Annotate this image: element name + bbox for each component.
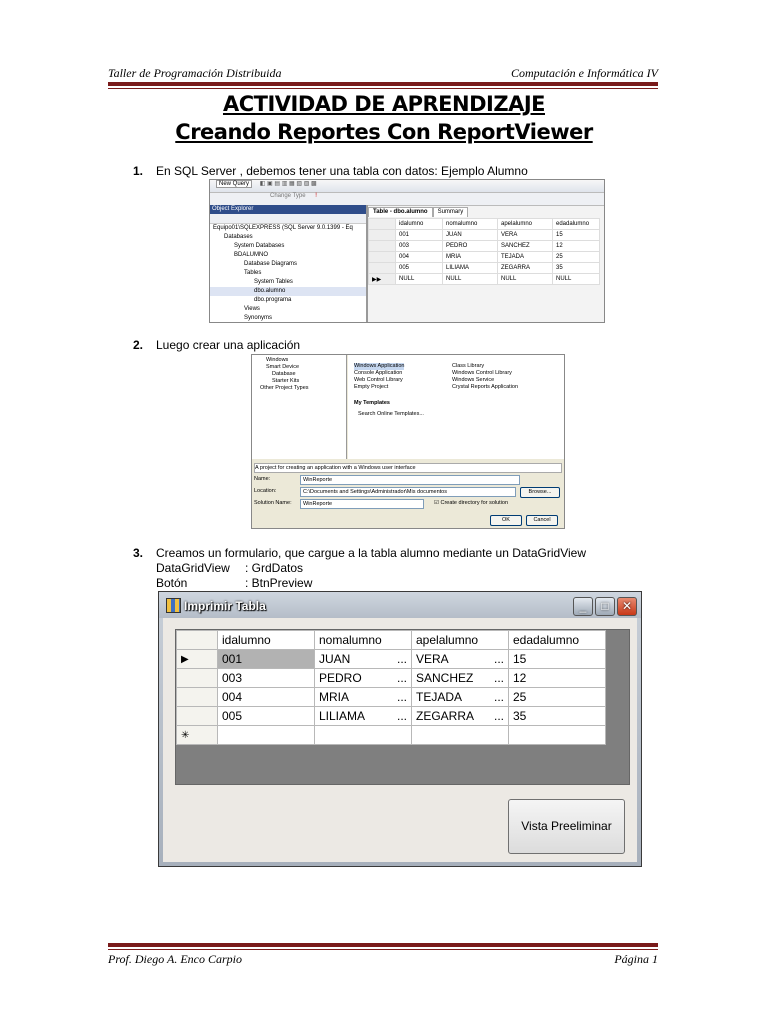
solution-row: [254, 499, 560, 509]
cell[interactable]: MRIA: [443, 252, 498, 263]
imprimir-tabla-window: [158, 591, 642, 867]
search-online-templates[interactable]: Search Online Templates...: [358, 411, 424, 417]
location-input[interactable]: C:\Documents and Settings\Administrador\Mis documentos: [300, 487, 516, 497]
window-titlebar: [159, 592, 641, 618]
table-row: [177, 688, 606, 707]
page-title: ACTIVIDAD DE APRENDIZAJE: [222, 92, 545, 116]
cell[interactable]: 15: [553, 230, 600, 241]
ssms-screenshot: [209, 179, 605, 323]
column-header[interactable]: edadalumno: [513, 633, 580, 647]
cell[interactable]: VERA ...: [416, 652, 504, 666]
cell[interactable]: NULL: [443, 274, 498, 285]
cell[interactable]: ZEGARRA: [498, 263, 553, 274]
ok-button[interactable]: OK: [490, 515, 522, 526]
table-header: [369, 219, 600, 230]
new-row: [177, 726, 606, 745]
object-explorer: [210, 205, 368, 322]
tree-item[interactable]: Other Project Types: [260, 385, 309, 391]
template-item[interactable]: Console Application: [354, 370, 403, 376]
tab-summary[interactable]: Summary: [433, 207, 469, 217]
template-item[interactable]: Web Control Library: [354, 377, 403, 383]
cell[interactable]: 35: [513, 709, 527, 723]
cell[interactable]: 25: [553, 252, 600, 263]
cell[interactable]: 001: [396, 230, 443, 241]
tree-item[interactable]: Database Diagrams: [244, 261, 298, 267]
tree-item[interactable]: Synonyms: [244, 315, 273, 321]
template-item[interactable]: Windows Service: [452, 377, 495, 383]
grid-table: [176, 630, 606, 745]
tree-item[interactable]: Equipo01\SQLEXPRESS (SQL Server 9.0.1399 - Eq: [213, 225, 353, 231]
tree-item[interactable]: dbo.programa: [254, 297, 292, 303]
step-2-text: Luego crear una aplicación: [156, 338, 301, 352]
cell[interactable]: 12: [553, 241, 600, 252]
solution-label: Solution Name:: [254, 500, 292, 506]
new-project-dialog: [251, 354, 565, 529]
object-explorer-tree: [210, 224, 366, 323]
step-3-line-1-value: : GrdDatos: [245, 561, 304, 575]
footer-left: Prof. Diego A. Enco Carpio: [108, 952, 242, 966]
change-type-button[interactable]: Change Type: [270, 193, 306, 199]
footer-rule: [108, 943, 658, 947]
current-row-icon[interactable]: ▶: [177, 650, 218, 669]
cell[interactable]: TEJADA ...: [416, 690, 504, 704]
tree-item[interactable]: System Tables: [254, 279, 293, 285]
cell[interactable]: 003: [396, 241, 443, 252]
step-3-line-2-value: : BtnPreview: [245, 576, 313, 590]
tree-item[interactable]: Databases: [224, 234, 253, 240]
column-header: nomalumno: [443, 219, 498, 230]
grd-datos[interactable]: [175, 629, 630, 785]
tree-item[interactable]: dbo.alumno: [210, 287, 366, 296]
step-3-line-1-label: DataGridView: [156, 561, 230, 575]
cell[interactable]: 001: [222, 652, 243, 666]
cell[interactable]: 003: [222, 671, 243, 685]
new-row-icon[interactable]: ✳: [177, 726, 218, 745]
ssms-table: [368, 218, 600, 285]
cell[interactable]: NULL: [396, 274, 443, 285]
column-header: idalumno: [396, 219, 443, 230]
project-description: A project for creating an application with a Windows user interface: [254, 463, 562, 473]
cell[interactable]: VERA: [498, 230, 553, 241]
browse-button[interactable]: Browse...: [520, 487, 560, 498]
cell[interactable]: ZEGARRA ...: [416, 709, 504, 723]
cell[interactable]: LILIAMA ...: [319, 709, 407, 723]
header-right: Computación e Informática IV: [511, 66, 658, 80]
step-1-number: 1.: [133, 164, 144, 178]
cell[interactable]: 12: [513, 671, 527, 685]
table-row: [369, 252, 600, 263]
table-row: [177, 707, 606, 726]
ssms-toolbar: New Query ◧ ▣ ▤ ▥ ▦ ▧ ▨ ▩: [210, 180, 604, 193]
cell[interactable]: JUAN ...: [319, 652, 407, 666]
btn-preview[interactable]: Vista Preeliminar: [508, 799, 625, 854]
my-templates-heading: My Templates: [354, 400, 390, 406]
cell[interactable]: JUAN: [443, 230, 498, 241]
templates-panel: [348, 355, 564, 459]
column-header[interactable]: apelalumno: [416, 633, 479, 647]
project-types-tree: [252, 355, 347, 459]
create-directory-label: Create directory for solution: [440, 500, 509, 506]
tree-item[interactable]: System Databases: [234, 243, 285, 249]
page-subtitle: Creando Reportes Con ReportViewer: [175, 120, 593, 144]
cell[interactable]: 15: [513, 652, 527, 666]
footer-rule-thin: [108, 949, 658, 950]
solution-input[interactable]: WinReporte: [300, 499, 424, 509]
column-header[interactable]: nomalumno: [319, 633, 382, 647]
ssms-toolbar-2: Change Type !: [210, 193, 604, 206]
table-row: [177, 669, 606, 688]
cell[interactable]: 35: [553, 263, 600, 274]
tree-item[interactable]: Database: [272, 371, 296, 377]
template-item[interactable]: Windows Application: [354, 363, 405, 369]
cell[interactable]: NULL: [498, 274, 553, 285]
template-item[interactable]: Class Library: [452, 363, 485, 369]
app-icon: [166, 598, 181, 613]
header-rule: [108, 82, 658, 86]
close-icon[interactable]: ✕: [617, 597, 637, 616]
location-row: [254, 487, 560, 497]
window-title: Imprimir Tabla: [184, 599, 266, 613]
step-1-text: En SQL Server , debemos tener una tabla con datos: Ejemplo Alumno: [156, 164, 528, 178]
table-row: [369, 230, 600, 241]
window-client: [163, 618, 637, 862]
tree-item[interactable]: Views: [244, 306, 260, 312]
new-query-button[interactable]: New Query: [216, 180, 252, 188]
tree-item[interactable]: Windows: [266, 357, 289, 363]
column-header: edadalumno: [553, 219, 600, 230]
cell[interactable]: SANCHEZ ...: [416, 671, 504, 685]
cell[interactable]: MRIA ...: [319, 690, 407, 704]
cell[interactable]: 005: [222, 709, 243, 723]
create-directory-checkbox[interactable]: ☑ Create directory for solution: [434, 500, 509, 506]
cell[interactable]: 004: [396, 252, 443, 263]
cell[interactable]: 004: [222, 690, 243, 704]
table-row: [177, 650, 606, 669]
cell[interactable]: PEDRO: [443, 241, 498, 252]
cell[interactable]: LILIAMA: [443, 263, 498, 274]
step-3-number: 3.: [133, 546, 144, 560]
header-rule-thin: [108, 88, 658, 89]
cell[interactable]: PEDRO ...: [319, 671, 407, 685]
column-header: apelalumno: [498, 219, 553, 230]
maximize-icon[interactable]: □: [595, 597, 615, 616]
minimize-icon[interactable]: _: [573, 597, 593, 616]
ssms-tabs: [368, 207, 604, 217]
table-row: [369, 263, 600, 274]
template-item[interactable]: Empty Project: [354, 384, 389, 390]
cell[interactable]: TEJADA: [498, 252, 553, 263]
step-2-number: 2.: [133, 338, 144, 352]
template-item[interactable]: Crystal Reports Application: [452, 384, 519, 390]
cell[interactable]: SANCHEZ: [498, 241, 553, 252]
cell[interactable]: 25: [513, 690, 527, 704]
footer-right: Página 1: [614, 952, 658, 966]
table-row: [369, 241, 600, 252]
header-left: Taller de Programación Distribuida: [108, 66, 282, 80]
tab-table[interactable]: Table - dbo.alumno: [368, 207, 433, 217]
tree-item[interactable]: BDALUMNO: [234, 252, 269, 258]
step-3-text: Creamos un formulario, que cargue a la tabla alumno mediante un DataGridView: [156, 546, 587, 560]
name-row: [254, 475, 560, 485]
location-label: Location:: [254, 488, 277, 494]
column-header[interactable]: idalumno: [222, 633, 271, 647]
tree-item[interactable]: Starter Kits: [272, 378, 300, 384]
tree-item[interactable]: Smart Device: [266, 364, 300, 370]
cell[interactable]: 005: [396, 263, 443, 274]
cell[interactable]: NULL: [553, 274, 600, 285]
name-input[interactable]: WinReporte: [300, 475, 520, 485]
cancel-button[interactable]: Cancel: [526, 515, 558, 526]
template-item[interactable]: Windows Control Library: [452, 370, 512, 376]
step-3-line-2-label: Botón: [156, 576, 188, 590]
tree-item[interactable]: Tables: [244, 270, 262, 276]
object-explorer-title: Object Explorer: [210, 205, 366, 214]
grid-header: [177, 631, 606, 650]
table-row: ▶▶ NULL NULL NULL NULL: [369, 274, 600, 285]
name-label: Name:: [254, 476, 271, 482]
